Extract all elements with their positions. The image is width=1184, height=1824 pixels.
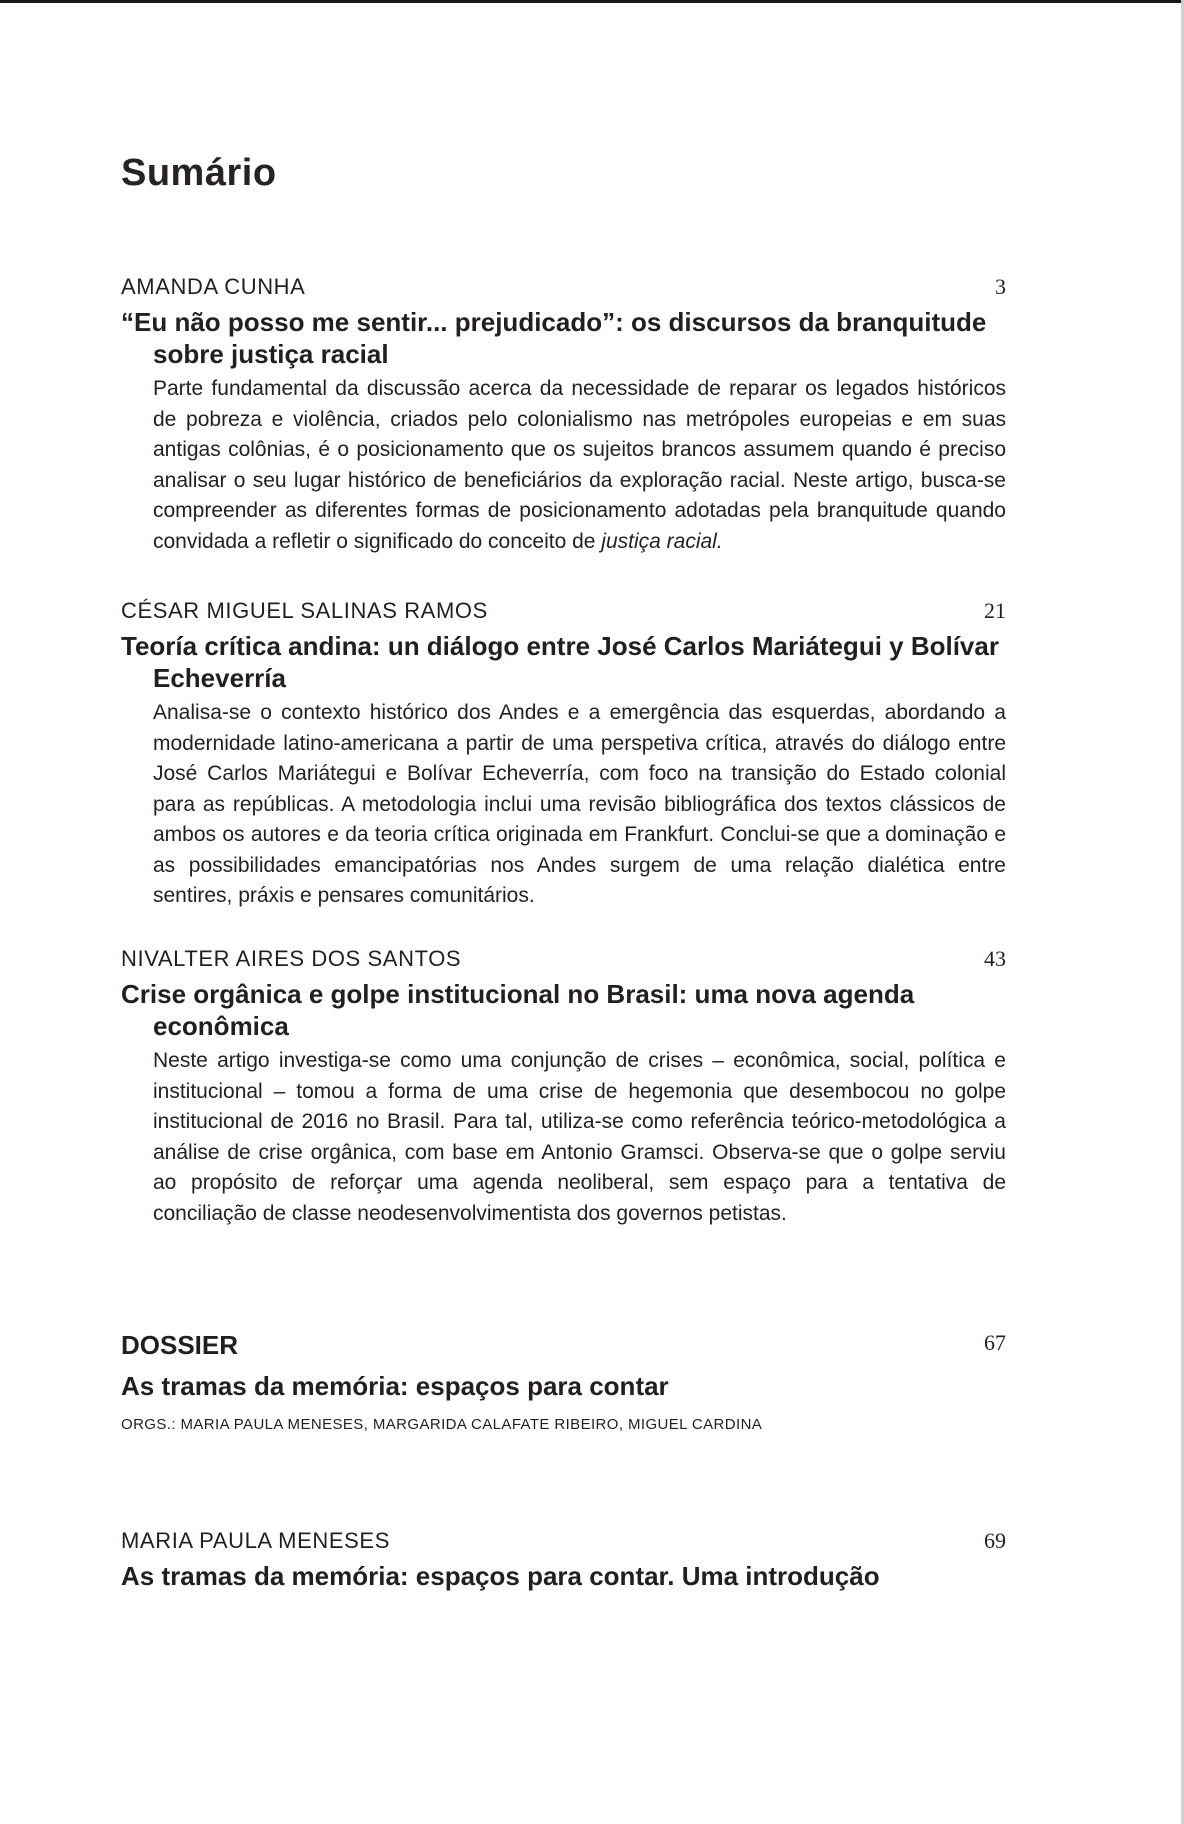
top-rule xyxy=(0,0,1184,3)
page-title: Sumário xyxy=(121,152,277,194)
entry-page-number[interactable]: 43 xyxy=(984,946,1006,971)
entry-abstract xyxy=(153,374,1006,557)
entry-author: MARIA PAULA MENESES xyxy=(121,1528,390,1553)
entry-page-number[interactable]: 3 xyxy=(995,274,1006,299)
dossier-label: DOSSIER xyxy=(121,1330,239,1360)
entry-title[interactable]: Teoría crítica andina: un diálogo entre José Carlos Mariátegui y Bolívar Echeverría xyxy=(121,631,999,693)
abstract-text: Parte fundamental da discussão acerca da necessidade de reparar os legados históricos de pobreza e violência, criados pelo colonialismo nas metrópoles europeias e em suas antigas colônias, é o posicionamento que os sujeitos brancos assumem quando é preciso analisar o seu lugar histórico de beneficiários da exploração racial. Neste artigo, busca-se compreender as diferentes formas de posicionamento adotadas pela branquitude quando convidada a refletir o significado do conceito de xyxy=(153,377,1006,553)
entry-header xyxy=(121,1528,1006,1558)
abstract-emphasis: justiça racial. xyxy=(601,529,723,553)
dossier-header xyxy=(121,1330,1006,1364)
entry-abstract: Neste artigo investiga-se como uma conjunção de crises – econômica, social, política e institucional – tomou a forma de uma crise de hegemonia que desembocou no golpe institucional de 2016 no Brasil. Para tal, utiliza-se como referência teórico-metodológica a análise de crise orgânica, com base em Antonio Gramsci. Observa-se que o golpe serviu ao propósito de reforçar uma agenda neoliberal, sem espaço para a tentativa de conciliação de classe neodesenvolvimentista dos governos petistas. xyxy=(153,1049,1006,1225)
toc-entry xyxy=(121,598,1006,912)
dossier-title[interactable]: As tramas da memória: espaços para contar xyxy=(121,1371,669,1401)
entry-author: NIVALTER AIRES DOS SANTOS xyxy=(121,946,462,971)
entry-page-number[interactable]: 69 xyxy=(984,1528,1006,1553)
toc-entry xyxy=(121,1528,1006,1592)
dossier-organizers xyxy=(121,1416,1006,1433)
dossier-page-number[interactable]: 67 xyxy=(984,1330,1006,1355)
entry-title[interactable]: “Eu não posso me sentir... prejudicado”: os discursos da branquitude sobre justiça racial xyxy=(121,307,987,369)
entry-header xyxy=(121,946,1006,976)
entry-page-number[interactable]: 21 xyxy=(984,598,1006,623)
dossier-section xyxy=(121,1330,1006,1433)
entry-author: AMANDA CUNHA xyxy=(121,274,306,299)
toc-entry xyxy=(121,946,1006,1229)
orgs-prefix: ORGS.: xyxy=(121,1416,176,1433)
entry-header xyxy=(121,598,1006,628)
toc-entry xyxy=(121,274,1006,557)
entry-title[interactable]: Crise orgânica e golpe institucional no Brasil: uma nova agenda econômica xyxy=(121,979,915,1041)
entry-author: CÉSAR MIGUEL SALINAS RAMOS xyxy=(121,598,488,623)
entry-abstract: Analisa-se o contexto histórico dos Andes e a emergência das esquerdas, abordando a modernidade latino-americana a partir de uma perspetiva crítica, através do diálogo entre José Carlos Mariátegui e Bolívar Echeverría, com foco na transição do Estado colonial para as repúblicas. A metodologia inclui uma revisão bibliográfica dos textos clássicos de ambos os autores e da teoria crítica originada em Frankfurt. Conclui-se que a dominação e as possibilidades emancipatórias nos Andes surgem de uma relação dialética entre sentires, práxis e pensares comunitários. xyxy=(153,701,1006,907)
entry-header xyxy=(121,274,1006,304)
orgs-names: MARIA PAULA MENESES, MARGARIDA CALAFATE RIBEIRO, MIGUEL CARDINA xyxy=(180,1416,763,1433)
entry-title[interactable]: As tramas da memória: espaços para contar. Uma introdução xyxy=(121,1561,880,1591)
